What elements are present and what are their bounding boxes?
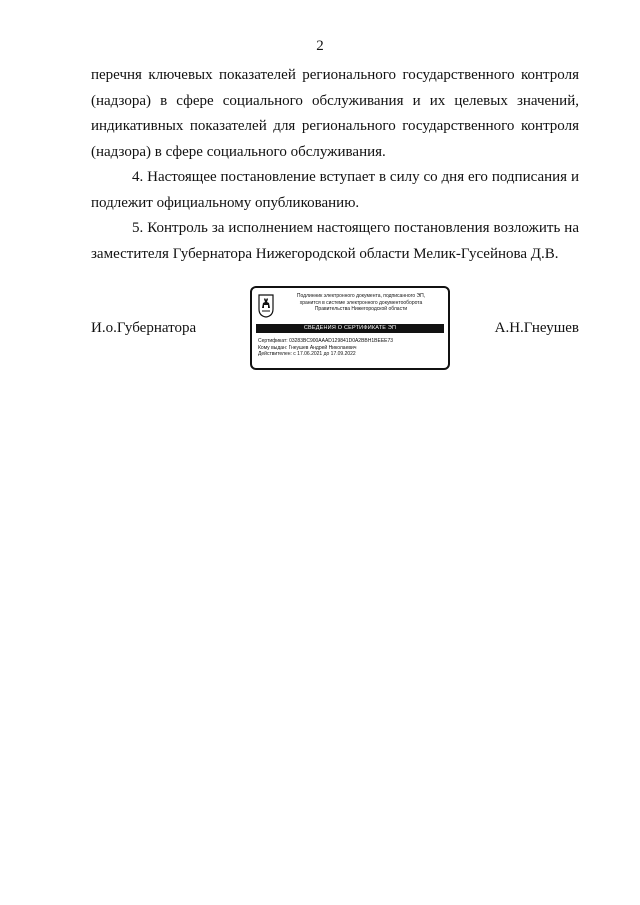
deer-coat-of-arms-icon <box>258 294 274 318</box>
signer-name: А.Н.Гнеушев <box>494 320 579 336</box>
stamp-header-line: хранится в системе электронного документооборота <box>299 299 423 306</box>
stamp-certificate-bar: СВЕДЕНИЯ О СЕРТИФИКАТЕ ЭП <box>256 324 444 333</box>
paragraph-continuation: перечня ключевых показателей регионального государственного контроля (надзора) в сфере социального обслуживания и их целевых значений, индикативных показателей для регионального государственного контроля (надзора) в сфере социального обслуживания. <box>91 67 579 160</box>
document-body <box>91 63 579 267</box>
signer-position: И.о.Губернатора <box>91 320 197 336</box>
stamp-header-line: Подлинник электронного документа, подписанного ЭП, <box>296 293 426 299</box>
stamp-certificate-number: Сертификат: 03283BC900AAAD129841D0A2BBH1BEEE73 <box>258 338 394 344</box>
paragraph-item-4: 4. Настоящее постановление вступает в силу со дня его подписания и подлежит официальному опубликованию. <box>91 169 579 211</box>
stamp-header <box>278 293 444 313</box>
stamp-header-line: Правительства Нижегородской области <box>314 306 408 312</box>
page-number: 2 <box>316 38 324 54</box>
digital-signature-stamp <box>250 286 450 370</box>
stamp-validity: Действителен: с 17.06.2021 до 17.09.2022 <box>258 351 356 357</box>
paragraph-item-5: 5. Контроль за исполнением настоящего постановления возложить на заместителя Губернатора Нижегородской области Мелик-Гусейнова Д.В. <box>91 220 579 262</box>
stamp-certificate-details <box>258 338 444 358</box>
stamp-issued-to: Кому выдан: Гнеушев Андрей Николаевич <box>258 344 357 351</box>
